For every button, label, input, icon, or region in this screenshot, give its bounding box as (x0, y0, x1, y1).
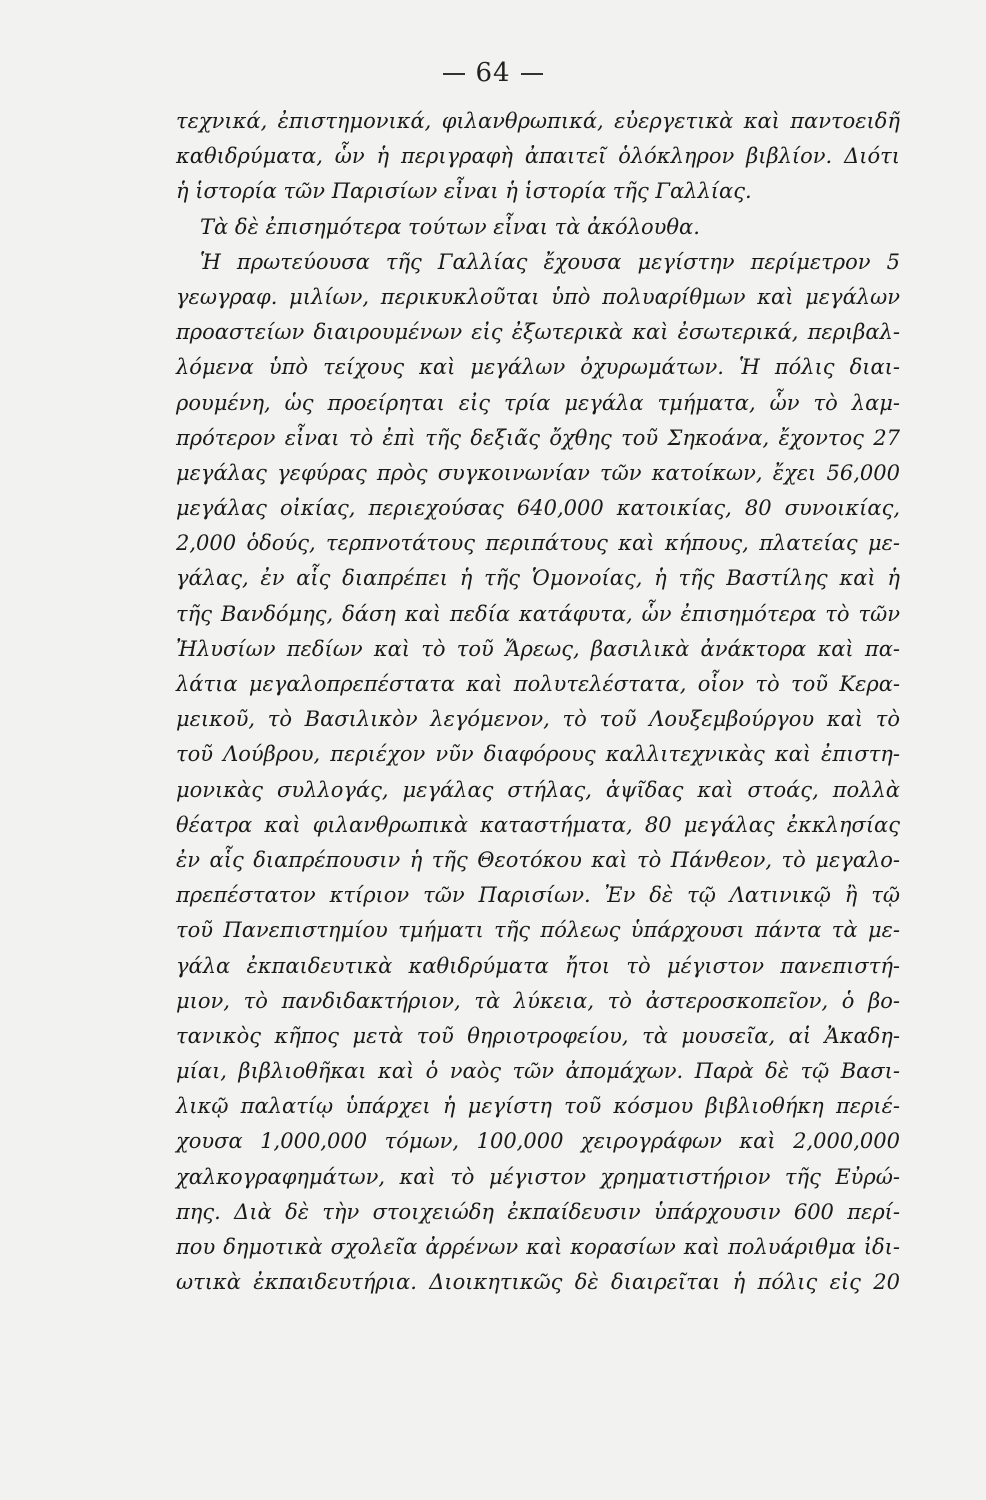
text-line: τῆς Βανδόμης, δάση καὶ πεδία κατάφυτα, ὧν ἐπισημότερα τὸ τῶν (176, 601, 900, 626)
header-dash-left (443, 73, 465, 75)
text-line: πης. Διὰ δὲ τὴν στοιχειώδη ἐκπαίδευσιν ὑπάρχουσιν 600 περί- (176, 1199, 900, 1224)
header-dash-right (521, 73, 543, 75)
text-line: λόμενα ὑπὸ τείχους καὶ μεγάλων ὀχυρωμάτων. Ἡ πόλις διαι- (176, 355, 900, 380)
text-line: ἐν αἷς διαπρέπουσιν ἡ τῆς Θεοτόκου καὶ τὸ Πάνθεον, τὸ μεγαλο- (176, 847, 900, 872)
text-line: τεχνικά, ἐπιστημονικά, φιλανθρωπικά, εὐεργετικὰ καὶ παντοειδῆ (176, 109, 900, 133)
text-line: μίαι, βιβλιοθῆκαι καὶ ὁ ναὸς τῶν ἀπομάχων. Παρὰ δὲ τῷ Βασι- (176, 1059, 900, 1084)
text-line: 2,000 ὁδούς, τερπνοτάτους περιπάτους καὶ κήπους, πλατείας με- (176, 531, 900, 556)
text-line: χουσα 1,000,000 τόμων, 100,000 χειρογράφων καὶ 2,000,000 (176, 1129, 900, 1154)
text-line: πρεπέστατον κτίριον τῶν Παρισίων. Ἐν δὲ τῷ Λατινικῷ ἢ τῷ (176, 883, 900, 908)
text-line: μονικὰς συλλογάς, μεγάλας στήλας, ἁψῖδας καὶ στοάς, πολλὰ (176, 777, 900, 802)
text-line: γάλα ἐκπαιδευτικὰ καθιδρύματα ἤτοι τὸ μέγιστον πανεπιστή- (176, 953, 900, 978)
text-line: τοῦ Λούβρου, περιέχον νῦν διαφόρους καλλιτεχνικὰς καὶ ἐπιστη- (176, 742, 900, 767)
text-line: Τὰ δὲ ἐπισημότερα τούτων εἶναι τὰ ἀκόλουθα. (200, 214, 700, 239)
page-header (0, 58, 986, 88)
text-line: ωτικὰ ἐκπαιδευτήρια. Διοικητικῶς δὲ διαιρεῖται ἡ πόλις εἰς 20 (176, 1270, 900, 1295)
text-line: προαστείων διαιρουμένων εἰς ἐξωτερικὰ καὶ ἐσωτερικά, περιβαλ- (176, 320, 900, 345)
text-line: Ἠλυσίων πεδίων καὶ τὸ τοῦ Ἄρεως, βασιλικὰ ἀνάκτορα καὶ πα- (176, 636, 900, 661)
text-line: που δημοτικὰ σχολεῖα ἀρρένων καὶ κορασίων καὶ πολυάριθμα ἰδι- (176, 1235, 900, 1259)
text-line: γάλας, ἐν αἷς διαπρέπει ἡ τῆς Ὁμονοίας, ἡ τῆς Βαστίλης καὶ ἡ (176, 566, 900, 591)
text-line: μεγάλας οἰκίας, περιεχούσας 640,000 κατοικίας, 80 συνοικίας, (176, 496, 900, 521)
text-line: λικῷ παλατίῳ ὑπάρχει ἡ μεγίστη τοῦ κόσμου βιβλιοθήκη περιέ- (176, 1094, 900, 1119)
text-line: τανικὸς κῆπος μετὰ τοῦ θηριοτροφείου, τὰ μουσεῖα, αἱ Ἀκαδη- (176, 1023, 900, 1048)
text-line: μεικοῦ, τὸ Βασιλικὸν λεγόμενον, τὸ τοῦ Λουξεμβούργου καὶ τὸ (176, 707, 900, 732)
text-line: μεγάλας γεφύρας πρὸς συγκοινωνίαν τῶν κατοίκων, ἔχει 56,000 (176, 460, 900, 485)
text-line: τοῦ Πανεπιστημίου τμήματι τῆς πόλεως ὑπάρχουσι πάντα τὰ με- (176, 918, 900, 943)
text-line: λάτια μεγαλοπρεπέστατα καὶ πολυτελέστατα, οἷον τὸ τοῦ Κερα- (176, 672, 900, 696)
body-text (176, 104, 900, 1300)
text-line: θέατρα καὶ φιλανθρωπικὰ καταστήματα, 80 μεγάλας ἐκκλησίας (176, 812, 900, 837)
text-line: ἡ ἱστορία τῶν Παρισίων εἶναι ἡ ἱστορία τῆς Γαλλίας. (176, 179, 752, 204)
text-line: καθιδρύματα, ὧν ἡ περιγραφὴ ἀπαιτεῖ ὁλόκληρον βιβλίον. Διότι (176, 144, 900, 169)
page-number: 64 (475, 58, 511, 88)
text-line: γεωγραφ. μιλίων, περικυκλοῦται ὑπὸ πολυαρίθμων καὶ μεγάλων (176, 284, 900, 309)
text-line: χαλκογραφημάτων, καὶ τὸ μέγιστον χρηματιστήριον τῆς Εὐρώ- (176, 1164, 900, 1189)
text-line: πρότερον εἶναι τὸ ἐπὶ τῆς δεξιᾶς ὄχθης τοῦ Σηκοάνα, ἔχοντος 27 (176, 425, 900, 450)
text-line: μιον, τὸ πανδιδακτήριον, τὰ λύκεια, τὸ ἀστεροσκοπεῖον, ὁ βο- (176, 988, 900, 1013)
text-line: ρουμένη, ὡς προείρηται εἰς τρία μεγάλα τμήματα, ὧν τὸ λαμ- (176, 390, 900, 415)
text-line: Ἡ πρωτεύουσα τῆς Γαλλίας ἔχουσα μεγίστην περίμετρον 5 (200, 249, 900, 274)
